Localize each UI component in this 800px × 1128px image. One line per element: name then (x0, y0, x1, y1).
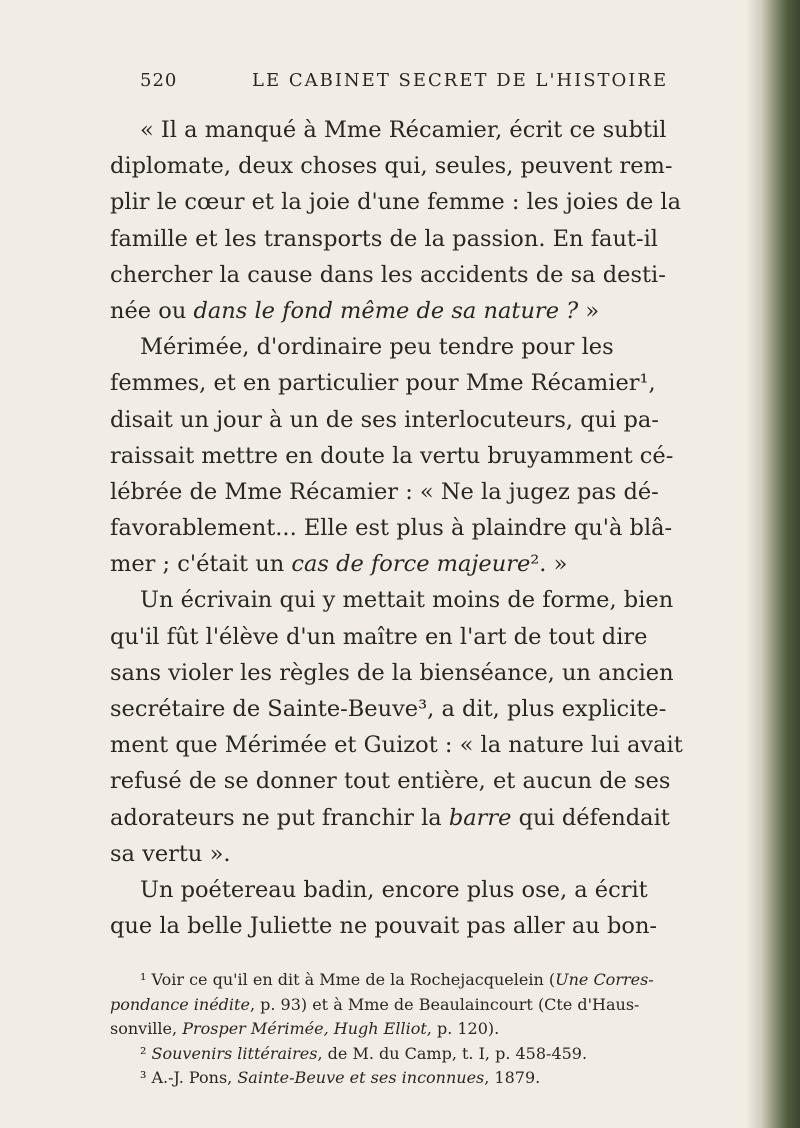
text-run: ³ A.-J. Pons, (140, 1068, 238, 1087)
italic-run: barre (448, 804, 512, 831)
footnote-line (110, 1066, 750, 1091)
text-run: qui défendait (511, 804, 670, 831)
text-run: née ou (110, 297, 194, 324)
footnote-line (110, 993, 750, 1018)
text-line: ment que Mérimée et Guizot : « la nature lui avait (110, 732, 683, 759)
text-line: qu'il fût l'élève d'un maître en l'art de tout dire (110, 623, 648, 650)
text-line: Un poétereau badin, encore plus ose, a écrit (140, 876, 648, 903)
text-line: que la belle Juliette ne pouvait pas aller au bon- (110, 913, 658, 940)
text-line: famille et les transports de la passion. En faut-il (110, 225, 658, 252)
text-line: chercher la cause dans les accidents de sa desti- (110, 261, 666, 288)
text-run: mer ; c'était un (110, 551, 292, 578)
italic-run: Souvenirs littéraires (151, 1043, 318, 1063)
text-line: favorablement... Elle est plus à plaindre qu'à blâ- (110, 515, 673, 542)
text-run: , p. 120). (426, 1019, 500, 1038)
text-line: Mérimée, d'ordinaire peu tendre pour les (140, 334, 614, 361)
page-edge (760, 0, 800, 1128)
text-line: Un écrivain qui y mettait moins de forme, bien (140, 587, 674, 614)
footnote-line (110, 1017, 750, 1042)
text-line: raissait mettre en doute la vertu bruyamment cé- (110, 442, 674, 469)
text-line: lébrée de Mme Récamier : « Ne la jugez pas dé- (110, 478, 659, 505)
text-line: secrétaire de Sainte-Beuve³, a dit, plus explicite- (110, 696, 667, 722)
footnote-line (110, 968, 750, 993)
italic-run: cas de force majeure (291, 551, 531, 578)
text-line (110, 800, 750, 836)
text-line: disait un jour à un de ses interlocuteurs, qui pa- (110, 406, 659, 433)
text-run: ² (140, 1043, 152, 1063)
text-line: diplomate, deux choses qui, seules, peuvent rem- (110, 153, 673, 180)
text-line: « Il a manqué à Mme Récamier, écrit ce subtil (140, 117, 667, 143)
text-run: ¹ Voir ce qu'il en dit à Mme de la Rochejacquelein ( (140, 970, 556, 989)
italic-run: pondance inédite (110, 994, 250, 1014)
text-run: , de M. du Camp, t. I, p. 458-459. (317, 1043, 588, 1063)
footnotes (110, 968, 750, 1091)
text-run: , p. 93) et à Mme de Beaulaincourt (Cte d'Haus- (249, 994, 640, 1014)
text-run: adorateurs ne put franchir la (110, 804, 449, 831)
text-line: sans violer les règles de la bienséance, un ancien (110, 659, 674, 686)
text-run: sonville, (110, 1019, 183, 1038)
text-line (110, 546, 750, 582)
text-run: ². » (530, 551, 568, 578)
footnote-line (110, 1042, 750, 1067)
text-line: femmes, et en particulier pour Mme Récamier¹, (110, 370, 656, 397)
italic-run: Prosper Mérimée, Hugh Elliot (182, 1019, 427, 1038)
text-line: refusé de se donner tout entière, et aucun de ses (110, 768, 671, 795)
italic-run: dans le fond même de sa nature ? (193, 297, 579, 324)
text-line: sa vertu ». (110, 840, 231, 867)
page-number: 520 (140, 70, 178, 91)
running-title: LE CABINET SECRET DE L'HISTOIRE (252, 70, 669, 91)
text-line (110, 293, 750, 329)
text-run: , 1879. (484, 1068, 541, 1087)
text-line: plir le cœur et la joie d'une femme : les joies de la (110, 189, 682, 216)
text-run: » (578, 297, 600, 324)
italic-run: Une Corres- (555, 970, 654, 989)
italic-run: Sainte-Beuve et ses inconnues (237, 1068, 485, 1087)
body-text (110, 112, 750, 944)
